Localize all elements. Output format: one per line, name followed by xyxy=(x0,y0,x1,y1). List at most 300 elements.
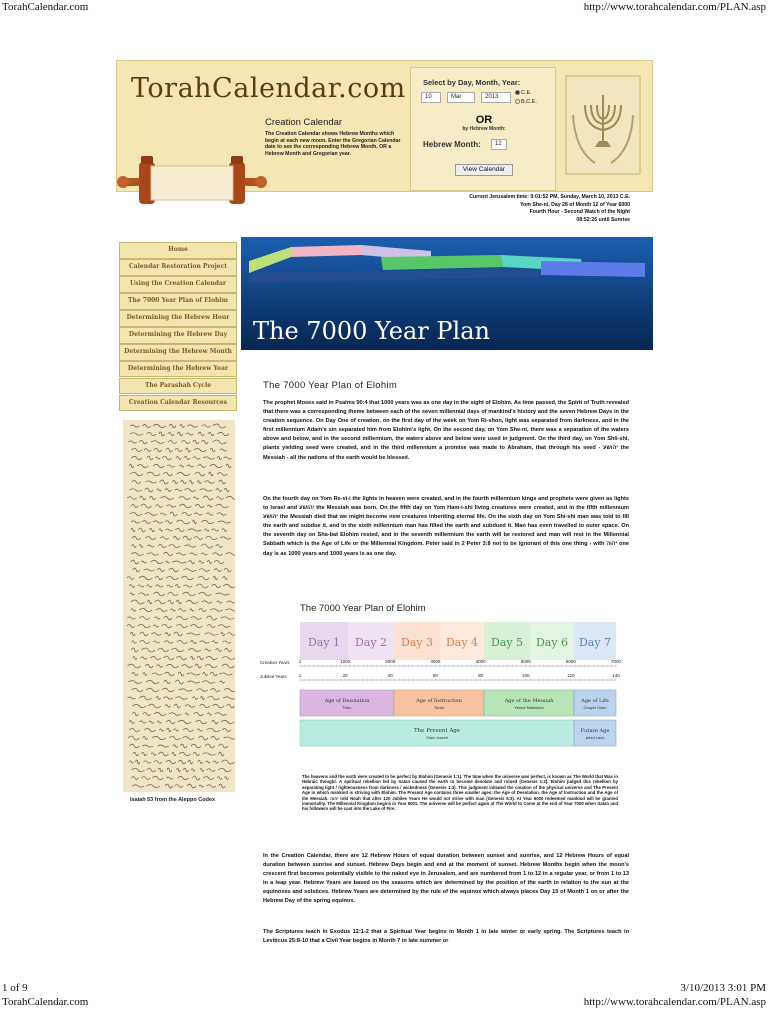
manuscript-glyph xyxy=(182,737,194,740)
manuscript-glyph xyxy=(143,673,147,676)
manuscript-glyph xyxy=(166,664,179,667)
manuscript-glyph xyxy=(146,785,160,788)
manuscript-glyph xyxy=(192,697,198,700)
manuscript-glyph xyxy=(175,528,184,531)
article-paragraph-1: The prophet Moses said in Psalms 90:4 that 1000 years was as one day in the sight of Elohim. As time passed, the Spirit of Truth revealed that there was a corresponding theme between each of the seven millennial days of mankind's history and the seven Hebrew Days in the creation sequence. On Day One of creation, on the first day of the week on Yom Ri-shon, light was separated from darkness, and in the first millennium Adam's sin separated him from Elohim's light. On the second day, on Yom She-ni, there was a separation of the waters above and below, and in the second millennium, the waters above and below were used in judgment. On the third day, on Yom Shli-shi, plants yielding seed were created, and in the third millennium a promise was made to Abraham, that through his seed - יהושע the Messiah - all the nations of the earth would be blessed. xyxy=(263,400,629,461)
manuscript-glyph xyxy=(220,449,227,451)
manuscript-glyph xyxy=(139,576,153,580)
manuscript-glyph xyxy=(147,768,156,772)
manuscript-glyph xyxy=(151,633,161,636)
manuscript-glyph xyxy=(175,584,180,587)
day-select[interactable]: 10 xyxy=(421,92,441,103)
manuscript-glyph xyxy=(207,713,212,716)
manuscript-glyph xyxy=(181,665,193,668)
month-select[interactable]: Mar xyxy=(447,92,475,103)
by-hebrew-month-label: by Hebrew Month: xyxy=(462,126,506,132)
manuscript-glyph xyxy=(131,553,144,556)
nav-item-7000-year-plan[interactable]: The 7000 Year Plan of Elohim xyxy=(119,293,237,310)
manuscript-glyph xyxy=(224,488,229,491)
manuscript-glyph xyxy=(166,777,173,779)
manuscript-glyph xyxy=(226,496,235,499)
manuscript-glyph xyxy=(157,568,164,571)
manuscript-glyph xyxy=(156,457,160,459)
manuscript-glyph xyxy=(210,688,220,691)
manuscript-glyph xyxy=(178,609,186,612)
print-header-title: TorahCalendar.com xyxy=(2,1,89,13)
manuscript-glyph xyxy=(196,720,207,724)
day-label-6: Day 6 xyxy=(535,636,569,649)
creation-calendar-description: The Creation Calendar shows Hebrew Months which begin at each new moon. Enter the Gregorian Calendar date to see the corresponding Hebrew Month, OR a Hebrew Month and Gregorian year. xyxy=(265,131,401,157)
era-bce-label: B.C.E. xyxy=(521,99,537,105)
jubilee-years-tick-label: 140 xyxy=(612,673,620,678)
manuscript-glyph xyxy=(207,561,212,564)
seven-thousand-year-plan-image xyxy=(241,237,653,350)
manuscript-glyph xyxy=(226,704,234,708)
manuscript-glyph xyxy=(215,504,228,508)
manuscript-glyph xyxy=(185,705,195,707)
manuscript-glyph xyxy=(222,729,231,732)
manuscript-glyph xyxy=(130,593,135,595)
jubilee-years-label: Jubilee Years xyxy=(260,674,287,679)
manuscript-glyph xyxy=(210,464,223,467)
manuscript-glyph xyxy=(194,513,203,515)
nav-item-using-creation-calendar[interactable]: Using the Creation Calendar xyxy=(119,276,237,293)
manuscript-glyph xyxy=(128,664,141,668)
manuscript-glyph xyxy=(151,753,156,756)
manuscript-glyph xyxy=(127,497,136,500)
manuscript-glyph xyxy=(180,425,185,428)
manuscript-glyph xyxy=(206,657,217,660)
manuscript-glyph xyxy=(207,505,212,507)
manuscript-glyph xyxy=(212,529,219,531)
manuscript-glyph xyxy=(216,545,223,548)
manuscript-glyph xyxy=(225,609,235,611)
manuscript-glyph xyxy=(208,472,213,476)
manuscript-glyph xyxy=(217,456,221,459)
manuscript-glyph xyxy=(140,632,148,636)
time-line-3: Fourth Hour - Second Watch of the Night xyxy=(529,209,630,215)
manuscript-glyph xyxy=(131,777,138,780)
site-logo[interactable]: TorahCalendar.com xyxy=(131,73,406,104)
manuscript-glyph xyxy=(152,776,163,779)
manuscript-glyph xyxy=(210,672,217,675)
manuscript-glyph xyxy=(147,545,154,547)
manuscript-glyph xyxy=(165,561,169,563)
manuscript-glyph xyxy=(163,697,173,699)
manuscript-glyph xyxy=(172,480,178,483)
manuscript-glyph xyxy=(169,568,179,572)
manuscript-glyph xyxy=(210,609,223,611)
manuscript-glyph xyxy=(146,688,159,691)
manuscript-glyph xyxy=(150,656,161,659)
manuscript-glyph xyxy=(165,521,172,524)
manuscript-glyph xyxy=(149,496,155,499)
manuscript-glyph xyxy=(155,600,166,604)
print-footer-datetime: 3/10/2013 3:01 PM xyxy=(680,982,766,994)
manuscript-glyph xyxy=(201,553,207,555)
day-label-1: Day 1 xyxy=(307,636,341,649)
manuscript-glyph xyxy=(206,513,213,515)
manuscript-glyph xyxy=(226,464,231,468)
or-label: OR xyxy=(475,114,493,126)
manuscript-glyph xyxy=(133,752,139,755)
manuscript-glyph xyxy=(196,689,207,691)
manuscript-glyph xyxy=(186,601,198,604)
time-line-2: Yom She-ni, Day 28 of Month 12 of Year 6000 xyxy=(520,201,630,208)
manuscript-glyph xyxy=(132,785,144,787)
radio-selected-icon xyxy=(515,90,520,95)
manuscript-glyph xyxy=(223,641,231,643)
manuscript-glyph xyxy=(168,432,174,435)
manuscript-glyph xyxy=(144,449,151,452)
manuscript-glyph xyxy=(199,569,210,572)
manuscript-glyph xyxy=(224,457,232,459)
manuscript-glyph xyxy=(160,497,173,500)
manuscript-glyph xyxy=(174,704,181,708)
manuscript-glyph xyxy=(129,464,133,468)
manuscript-glyph xyxy=(177,432,183,436)
manuscript-glyph xyxy=(174,632,183,636)
codex-caption: Isaiah 53 from the Aleppo Codex xyxy=(130,797,216,803)
manuscript-glyph xyxy=(224,689,235,692)
manuscript-glyph xyxy=(156,585,163,587)
manuscript-glyph xyxy=(177,472,190,475)
manuscript-glyph xyxy=(155,617,161,619)
manuscript-glyph xyxy=(164,680,171,683)
manuscript-glyph xyxy=(152,736,166,739)
manuscript-glyph xyxy=(145,664,153,668)
future-age-sub: Athid Lavo xyxy=(585,735,605,740)
manuscript-glyph xyxy=(130,632,135,636)
manuscript-glyph xyxy=(157,721,162,723)
manuscript-glyph xyxy=(202,672,208,675)
manuscript-glyph xyxy=(158,768,163,772)
manuscript-glyph xyxy=(183,585,192,587)
manuscript-glyph xyxy=(198,760,204,763)
manuscript-glyph xyxy=(219,480,226,484)
manuscript-glyph xyxy=(173,729,178,731)
manuscript-glyph xyxy=(205,633,219,635)
manuscript-glyph xyxy=(151,441,165,444)
manuscript-glyph xyxy=(201,520,213,524)
manuscript-glyph xyxy=(194,712,204,715)
manuscript-glyph xyxy=(140,504,151,508)
manuscript-glyph xyxy=(223,697,235,699)
manuscript-glyph xyxy=(131,448,141,451)
manuscript-glyph xyxy=(208,432,214,435)
manuscript-glyph xyxy=(138,624,151,627)
manuscript-glyph xyxy=(141,561,146,563)
manuscript-glyph xyxy=(127,624,134,627)
manuscript-glyph xyxy=(141,777,150,780)
manuscript-glyph xyxy=(159,729,164,731)
manuscript-glyph xyxy=(140,657,146,659)
manuscript-glyph xyxy=(199,561,204,564)
manuscript-glyph xyxy=(139,608,152,611)
manuscript-glyph xyxy=(173,745,178,747)
aleppo-codex-image xyxy=(123,420,235,792)
date-selector-panel xyxy=(410,67,556,191)
manuscript-glyph xyxy=(207,616,217,620)
manuscript-glyph xyxy=(128,697,136,699)
nav-item-hebrew-month[interactable]: Determining the Hebrew Month xyxy=(119,344,237,361)
manuscript-glyph xyxy=(199,489,212,491)
manuscript-glyph xyxy=(168,441,177,444)
manuscript-glyph xyxy=(178,720,191,723)
manuscript-glyph xyxy=(199,609,207,612)
manuscript-glyph xyxy=(166,760,176,763)
manuscript-glyph xyxy=(198,465,206,468)
nav-item-hebrew-hour[interactable]: Determining the Hebrew Hour xyxy=(119,310,237,327)
creation-years-tick-label: 5000 xyxy=(520,659,531,664)
year-input[interactable]: 2013 xyxy=(481,92,511,103)
manuscript-glyph xyxy=(132,705,146,708)
age-instruction-sub: Torah xyxy=(433,705,445,710)
manuscript-glyph xyxy=(187,673,200,675)
manuscript-glyph xyxy=(132,641,137,644)
nav-item-calendar-resources[interactable]: Creation Calendar Resources xyxy=(119,395,237,412)
manuscript-glyph xyxy=(155,505,162,508)
site-banner xyxy=(116,60,653,192)
manuscript-glyph xyxy=(148,704,161,708)
manuscript-glyph xyxy=(129,728,140,731)
era-bce-radio[interactable] xyxy=(515,99,537,105)
manuscript-glyph xyxy=(168,545,180,548)
manuscript-glyph xyxy=(147,553,159,555)
manuscript-glyph xyxy=(204,529,209,531)
manuscript-glyph xyxy=(193,440,199,443)
manuscript-glyph xyxy=(132,672,138,675)
seven-thousand-year-timeline-figure xyxy=(258,618,630,776)
era-ce-label: C.E. xyxy=(521,90,532,96)
manuscript-glyph xyxy=(153,464,164,467)
manuscript-glyph xyxy=(162,456,171,460)
manuscript-glyph xyxy=(138,528,145,532)
age-desolation-name: Age of Desolation xyxy=(324,698,370,704)
manuscript-glyph xyxy=(179,504,191,507)
hebrew-month-select[interactable]: 12 xyxy=(491,139,507,150)
day-label-2: Day 2 xyxy=(354,636,388,649)
print-header xyxy=(0,0,768,16)
manuscript-glyph xyxy=(214,560,224,563)
manuscript-glyph xyxy=(158,745,169,747)
manuscript-glyph xyxy=(165,489,172,492)
manuscript-glyph xyxy=(206,769,215,772)
manuscript-glyph xyxy=(217,513,227,515)
manuscript-glyph xyxy=(158,544,166,547)
manuscript-glyph xyxy=(175,785,183,788)
manuscript-glyph xyxy=(129,744,139,747)
manuscript-glyph xyxy=(206,761,211,763)
manuscript-glyph xyxy=(131,560,139,564)
manuscript-glyph xyxy=(158,752,168,756)
nav-item-home[interactable]: Home xyxy=(119,242,237,259)
manuscript-glyph xyxy=(130,513,143,516)
manuscript-glyph xyxy=(132,481,141,484)
manuscript-glyph xyxy=(212,641,218,644)
manuscript-glyph xyxy=(213,424,226,428)
manuscript-glyph xyxy=(224,568,231,572)
manuscript-glyph xyxy=(218,521,231,523)
manuscript-glyph xyxy=(176,624,187,627)
manuscript-glyph xyxy=(221,760,234,764)
present-age-sub: Olam Hazeh xyxy=(425,735,449,740)
manuscript-glyph xyxy=(190,641,196,644)
era-ce-radio[interactable] xyxy=(515,90,532,96)
manuscript-glyph xyxy=(176,768,180,772)
torah-scroll-image xyxy=(117,156,267,216)
age-life-name: Age of Life xyxy=(581,698,609,704)
manuscript-glyph xyxy=(136,760,140,764)
manuscript-glyph xyxy=(142,424,150,427)
figure-caption: The heavens and the earth were created to be perfect by Elohim (Genesis 1:1). The time when the universe was perfect, is known as The World that Was in Hebraic thought. A spiritual rebellion led by Satan caused the earth to become desolate and ruined (Genesis 1:2). Elohim judged this rebellion by separating light / righteousness from darkness / wickedness (Genesis 1:3). This judgment initiated the creation of the physical universe and The Present Age in which mankind is striving with Elohim. The Present Age contains three smaller ages: the Age of Desolation, the Age of Instruction and the Age of the Messiah. יהוה told Noah that after 120 Jubilee Years He would not strive with man (Genesis 6:3). At Year 6000 redeemed mankind will be granted immortality. The Millennial Kingdom begins in Year 6001. The universe will be perfect again at The World to Come at the end of Year 7000 when Satan and his followers will be cast into the Lake of Fire. xyxy=(302,774,618,812)
manuscript-glyph xyxy=(175,448,183,451)
manuscript-glyph xyxy=(221,617,234,619)
manuscript-glyph xyxy=(212,553,222,555)
manuscript-glyph xyxy=(128,681,142,684)
manuscript-glyph xyxy=(222,529,227,532)
manuscript-glyph xyxy=(144,569,155,571)
manuscript-glyph xyxy=(193,457,201,459)
creation-years-label: Creation Years xyxy=(260,660,290,665)
manuscript-glyph xyxy=(170,609,175,611)
manuscript-glyph xyxy=(146,432,156,435)
manuscript-glyph xyxy=(223,584,235,587)
manuscript-glyph xyxy=(188,649,201,652)
figure-title: The 7000 Year Plan of Elohim xyxy=(300,603,426,614)
print-footer-title: TorahCalendar.com xyxy=(2,996,89,1008)
manuscript-glyph xyxy=(169,424,176,428)
creation-years-tick-label: 4000 xyxy=(475,659,486,664)
manuscript-glyph xyxy=(179,689,193,691)
manuscript-glyph xyxy=(204,481,215,483)
manuscript-glyph xyxy=(154,761,162,764)
manuscript-glyph xyxy=(167,585,173,587)
manuscript-glyph xyxy=(217,473,228,476)
manuscript-glyph xyxy=(202,601,213,603)
manuscript-glyph xyxy=(155,576,162,579)
nav-item-parashah-cycle[interactable]: The Parashah Cycle xyxy=(119,378,237,395)
manuscript-glyph xyxy=(168,592,179,595)
manuscript-glyph xyxy=(128,441,137,443)
manuscript-glyph xyxy=(156,697,161,700)
manuscript-glyph xyxy=(153,592,164,596)
manuscript-glyph xyxy=(139,545,143,548)
manuscript-glyph xyxy=(199,641,209,643)
manuscript-glyph xyxy=(145,481,156,483)
manuscript-glyph xyxy=(160,537,169,540)
manuscript-glyph xyxy=(145,513,158,516)
manuscript-glyph xyxy=(188,560,194,563)
manuscript-glyph xyxy=(216,593,230,595)
manuscript-glyph xyxy=(142,752,147,755)
manuscript-glyph xyxy=(194,448,207,451)
manuscript-glyph xyxy=(146,472,160,476)
manuscript-glyph xyxy=(165,784,173,788)
age-life-sub: Chayei Olam xyxy=(583,705,607,710)
manuscript-glyph xyxy=(172,561,186,563)
manuscript-glyph xyxy=(167,728,172,732)
article-paragraph-3: In the Creation Calendar, there are 12 Hebrew Hours of equal duration between sunset and sunrise, and 12 Hebrew Hours of equal duration between sunrise and sunset. Hebrew Days begin and end at the moment of sunset. Hebrew Months begin when the moon's crescent first becomes potentially visible to the naked eye in Jerusalem, and are numbered from 1 to 12 in a regular year, or from 1 to 13 in a leap year. Hebrew Years are based on the seasons which are determined by the position of the earth in relation to the sun at the equinoxes and solstices. Hebrew Years are determined by the rule of the equinox which always places Day 15 of Month 1 on or after the Hebrew Day of the spring equinox. xyxy=(263,853,629,905)
manuscript-glyph xyxy=(221,632,225,636)
manuscript-glyph xyxy=(130,433,144,435)
manuscript-glyph xyxy=(176,457,181,460)
manuscript-glyph xyxy=(172,752,176,756)
manuscript-glyph xyxy=(210,448,215,452)
manuscript-glyph xyxy=(139,721,146,723)
manuscript-glyph xyxy=(184,545,196,547)
manuscript-glyph xyxy=(224,737,235,739)
manuscript-glyph xyxy=(173,536,180,539)
nav-item-hebrew-year[interactable]: Determining the Hebrew Year xyxy=(119,361,237,378)
manuscript-glyph xyxy=(203,753,216,755)
manuscript-glyph xyxy=(142,521,151,524)
manuscript-glyph xyxy=(149,721,154,723)
manuscript-glyph xyxy=(130,425,140,427)
manuscript-glyph xyxy=(178,672,184,676)
manuscript-glyph xyxy=(187,681,199,683)
manuscript-glyph xyxy=(166,505,176,507)
manuscript-glyph xyxy=(167,465,175,467)
jubilee-years-tick-label: 80 xyxy=(478,673,484,678)
manuscript-glyph xyxy=(131,609,136,612)
manuscript-glyph xyxy=(176,656,186,660)
manuscript-glyph xyxy=(152,673,163,675)
day-label-4: Day 4 xyxy=(445,636,479,649)
manuscript-glyph xyxy=(221,721,235,724)
manuscript-glyph xyxy=(163,472,172,475)
print-footer-page: 1 of 9 xyxy=(2,982,28,994)
manuscript-glyph xyxy=(156,609,168,612)
manuscript-glyph xyxy=(216,649,222,652)
day-label-7: Day 7 xyxy=(578,636,612,649)
manuscript-glyph xyxy=(179,752,191,755)
manuscript-glyph xyxy=(153,641,160,643)
age-desolation-sub: Tohu xyxy=(342,705,352,710)
manuscript-glyph xyxy=(199,785,204,787)
manuscript-glyph xyxy=(179,465,184,467)
manuscript-glyph xyxy=(175,697,187,699)
nav-item-hebrew-day[interactable]: Determining the Hebrew Day xyxy=(119,327,237,344)
manuscript-glyph xyxy=(171,648,184,651)
manuscript-glyph xyxy=(151,560,164,563)
manuscript-glyph xyxy=(223,577,228,580)
manuscript-glyph xyxy=(217,777,222,780)
manuscript-glyph xyxy=(203,457,215,459)
sidebar-nav xyxy=(119,242,237,412)
manuscript-glyph xyxy=(207,728,220,731)
manuscript-glyph xyxy=(142,648,156,652)
manuscript-glyph xyxy=(203,496,213,500)
manuscript-glyph xyxy=(182,512,192,515)
manuscript-glyph xyxy=(177,640,188,643)
manuscript-glyph xyxy=(143,737,148,740)
manuscript-glyph xyxy=(202,425,211,427)
manuscript-glyph xyxy=(218,625,230,628)
manuscript-glyph xyxy=(190,609,194,611)
manuscript-glyph xyxy=(145,537,156,540)
manuscript-glyph xyxy=(179,497,191,500)
manuscript-glyph xyxy=(191,769,195,771)
manuscript-glyph xyxy=(137,465,148,468)
manuscript-glyph xyxy=(129,720,134,723)
manuscript-glyph xyxy=(197,481,201,484)
manuscript-glyph xyxy=(153,521,163,523)
nav-item-calendar-restoration-project[interactable]: Calendar Restoration Project xyxy=(119,259,237,276)
manuscript-glyph xyxy=(190,624,203,627)
creation-years-tick-label: 1000 xyxy=(340,659,351,664)
view-calendar-button[interactable]: View Calendar xyxy=(455,164,513,176)
